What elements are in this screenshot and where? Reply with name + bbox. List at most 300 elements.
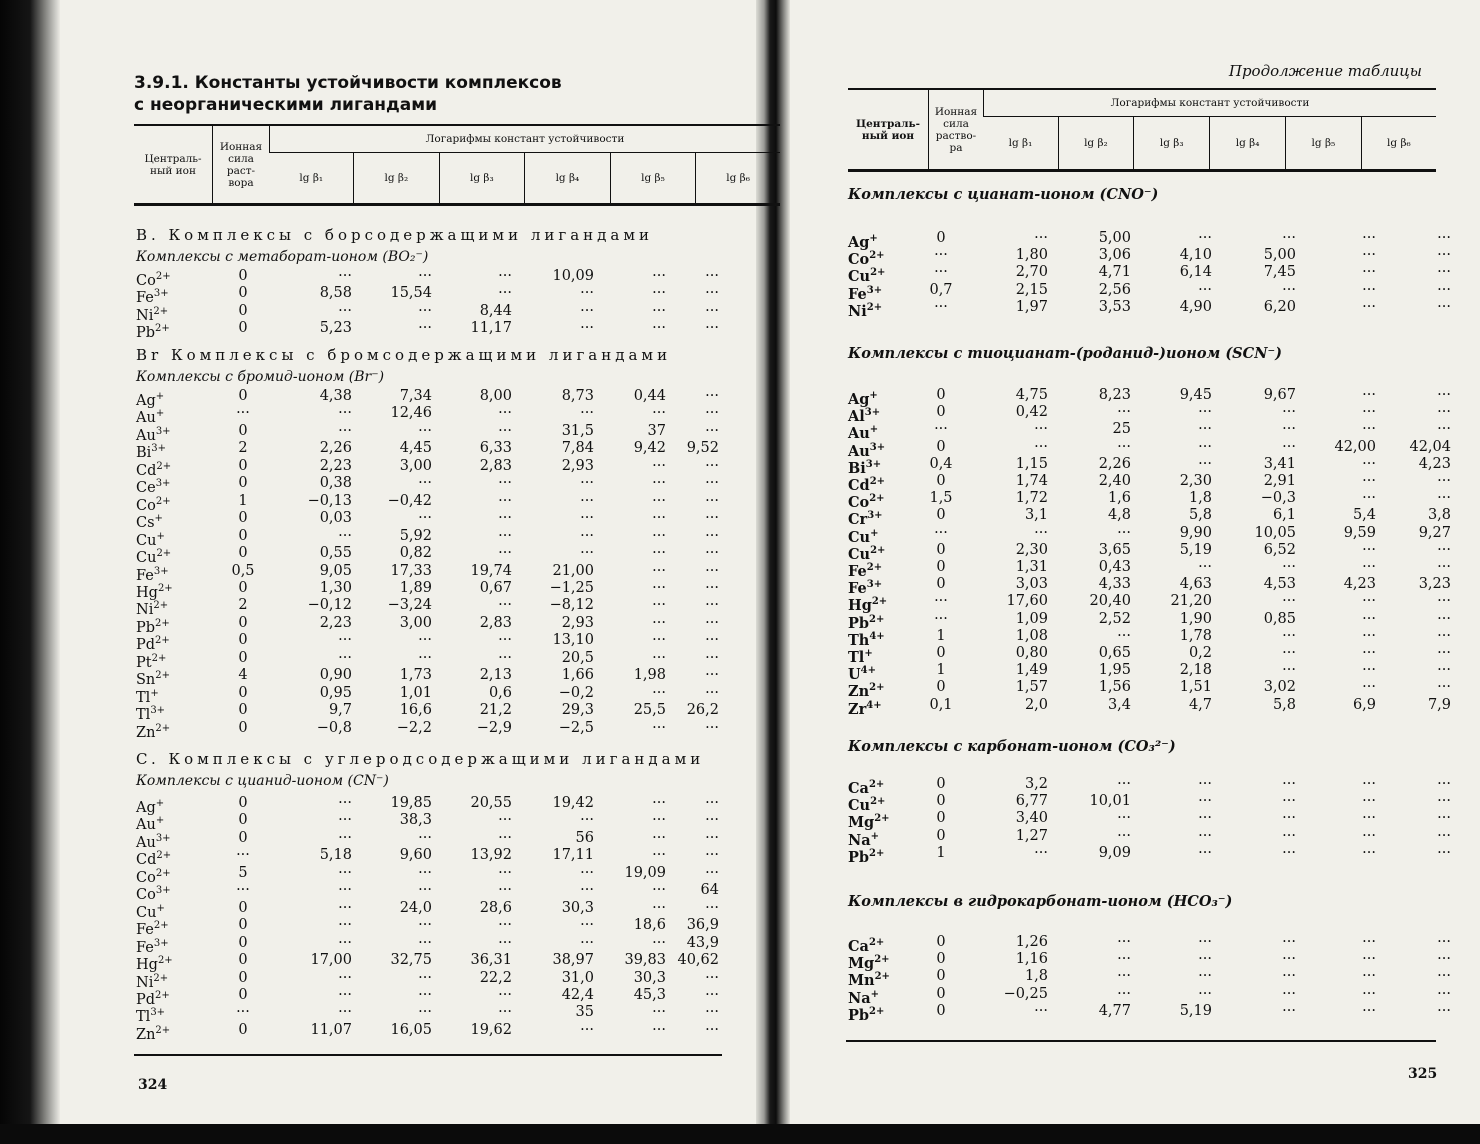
lg-b5-cell: 9,59 xyxy=(1343,524,1376,541)
lg-b3-cell: ··· xyxy=(1198,985,1212,1002)
table-row xyxy=(136,388,776,409)
lg-b1-cell: 1,16 xyxy=(1015,951,1048,968)
lg-b2-cell: 2,56 xyxy=(1098,281,1131,298)
ionic-strength-cell: 0 xyxy=(238,1021,248,1038)
lg-b3-cell: 1,78 xyxy=(1179,627,1212,644)
lg-b1-cell: ··· xyxy=(338,795,352,811)
ion-charge: 3+ xyxy=(865,458,882,470)
lg-b6-cell: ··· xyxy=(705,969,719,986)
lg-b6-cell: ··· xyxy=(1437,610,1451,627)
table-row xyxy=(848,662,1480,684)
lg-b5-cell: ··· xyxy=(1362,281,1376,298)
ion-element: Co xyxy=(136,887,156,904)
lg-b6-cell: ··· xyxy=(1437,541,1451,558)
lg-b6-cell: ··· xyxy=(705,986,719,1003)
lg-b4-cell: ··· xyxy=(1282,810,1296,827)
lg-b2-cell: 32,75 xyxy=(390,952,432,969)
lg-b1-cell: ··· xyxy=(1034,524,1048,541)
table-row xyxy=(136,684,776,706)
lg-b3-cell: 2,83 xyxy=(479,614,512,631)
lg-b2-cell: ··· xyxy=(1117,985,1131,1002)
ion-element: Zn xyxy=(136,1026,156,1043)
ionic-strength-cell: 0 xyxy=(238,917,248,934)
ion-charge: 2+ xyxy=(869,493,885,505)
lg-b2-cell: 4,71 xyxy=(1098,264,1131,281)
lg-b6-cell: ··· xyxy=(705,614,719,631)
lg-b5-cell: ··· xyxy=(1362,593,1376,610)
lg-b5-cell: ··· xyxy=(1362,827,1376,844)
table-row xyxy=(848,473,1480,494)
lg-b5-cell: ··· xyxy=(1362,934,1376,950)
ionic-strength-cell: ··· xyxy=(236,1004,250,1021)
lg-b3-cell: ··· xyxy=(1198,968,1212,985)
table-row xyxy=(848,404,1480,426)
lg-b2-cell: 20,40 xyxy=(1089,593,1131,610)
lg-b2-cell: ··· xyxy=(418,934,432,951)
lg-b1-cell: 0,03 xyxy=(319,510,352,527)
lg-b2-cell: ··· xyxy=(418,649,432,666)
lg-b3-cell: ··· xyxy=(498,812,512,829)
lg-b3-cell: 2,13 xyxy=(479,667,512,684)
table-row xyxy=(848,490,1480,512)
ionic-strength-cell: 1,5 xyxy=(929,490,953,507)
lg-b6-cell: ··· xyxy=(705,812,719,829)
table-row xyxy=(136,986,776,1008)
lg-b2-cell: ··· xyxy=(418,268,432,284)
ion-charge: 3+ xyxy=(869,441,886,453)
lg-b4-cell: ··· xyxy=(1282,230,1296,246)
lg-b2-cell: 3,65 xyxy=(1098,541,1131,558)
lg-b4-cell: 38,97 xyxy=(552,952,594,969)
central-ion-cell xyxy=(848,697,882,718)
table-row xyxy=(848,247,1480,269)
lg-b5-cell: ··· xyxy=(1362,776,1376,792)
lg-b6-cell: ··· xyxy=(705,388,719,404)
ion-element: Pb xyxy=(848,848,870,866)
ionic-strength-cell: ··· xyxy=(934,524,948,541)
ion-charge: 2+ xyxy=(155,670,171,682)
ion-element: Ca xyxy=(848,937,869,955)
table-row xyxy=(136,829,776,851)
lg-b4-cell: ··· xyxy=(580,545,594,562)
lg-b2-cell: −0,42 xyxy=(387,492,432,509)
lg-b2-cell: ··· xyxy=(418,475,432,492)
ion-element: Cu xyxy=(136,549,157,566)
lg-b4-cell: 20,5 xyxy=(561,649,594,666)
lg-b1-cell: ··· xyxy=(1034,421,1048,438)
lg-b1-cell: 1,15 xyxy=(1015,455,1048,472)
lg-b5-cell: ··· xyxy=(1362,264,1376,281)
lg-b1-cell: ··· xyxy=(338,899,352,916)
lg-b3-cell: ··· xyxy=(498,829,512,846)
table-row xyxy=(136,899,776,921)
ionic-strength-cell: 0 xyxy=(238,934,248,951)
lg-b6-cell: ··· xyxy=(705,527,719,544)
lg-b3-cell: 4,10 xyxy=(1179,247,1212,264)
ionic-strength-cell: ··· xyxy=(934,264,948,281)
ionic-strength-cell: ··· xyxy=(934,298,948,315)
ion-charge: 2+ xyxy=(871,596,888,608)
ionic-strength-cell: 0,7 xyxy=(929,281,953,298)
lg-b2-cell: 1,95 xyxy=(1098,662,1131,679)
lg-b3-cell: 2,18 xyxy=(1179,662,1212,679)
table-row xyxy=(136,405,776,427)
ionic-strength-cell: 0 xyxy=(238,422,248,439)
lg-b2-cell: 12,46 xyxy=(390,405,432,422)
lg-b5-cell: ··· xyxy=(652,899,666,916)
lg-b4-cell: ··· xyxy=(1282,281,1296,298)
lg-b6-cell: ··· xyxy=(1437,473,1451,489)
lg-b5-cell: ··· xyxy=(1362,610,1376,627)
lg-b6-cell: ··· xyxy=(705,475,719,492)
lg-b6-cell: ··· xyxy=(705,1021,719,1038)
central-ion-cell xyxy=(136,1022,170,1044)
lg-b4-cell: ··· xyxy=(580,1021,594,1038)
lg-b1-cell: 1,72 xyxy=(1015,490,1048,507)
lg-b5-cell: ··· xyxy=(652,795,666,811)
table-row xyxy=(848,810,1480,832)
header-col: lg β₅ xyxy=(610,153,696,205)
lg-b4-cell: 19,42 xyxy=(552,795,594,811)
lg-b5-cell: ··· xyxy=(652,649,666,666)
lg-b5-cell: ··· xyxy=(1362,455,1376,472)
lg-b5-cell: ··· xyxy=(652,510,666,527)
lg-b2-cell: 24,0 xyxy=(399,899,432,916)
lg-b5-cell: 4,23 xyxy=(1343,576,1376,593)
lg-b4-cell: 9,67 xyxy=(1263,387,1296,403)
lg-b3-cell: ··· xyxy=(1198,776,1212,792)
lg-b5-cell: 5,4 xyxy=(1352,507,1376,524)
lg-b5-cell: ··· xyxy=(652,302,666,319)
lg-b3-cell: 21,2 xyxy=(479,702,512,719)
ionic-strength-cell: 0 xyxy=(238,899,248,916)
central-ion-cell xyxy=(136,720,170,742)
lg-b2-cell: ··· xyxy=(418,882,432,899)
header-col: lg β₁ xyxy=(299,172,324,184)
lg-b4-cell: 29,3 xyxy=(561,702,594,719)
ionic-strength-cell: ··· xyxy=(236,405,250,422)
group-heading: B. Комплексы с борсодержащими лигандами xyxy=(136,226,654,244)
ionic-strength-cell: 0 xyxy=(238,702,248,719)
lg-b4-cell: 17,11 xyxy=(552,847,594,864)
lg-b2-cell: ··· xyxy=(1117,627,1131,644)
ion-element: Cd xyxy=(136,462,157,479)
section-title xyxy=(134,72,562,116)
lg-b3-cell: ··· xyxy=(1198,404,1212,421)
lg-b5-cell: 25,5 xyxy=(633,702,666,719)
ion-charge: 2+ xyxy=(153,972,169,984)
lg-b5-cell: ··· xyxy=(1362,473,1376,489)
ion-element: Cu xyxy=(136,532,157,549)
table-row xyxy=(136,510,776,531)
lg-b4-cell: ··· xyxy=(580,302,594,319)
lg-b6-cell: ··· xyxy=(705,422,719,439)
lg-b6-cell: ··· xyxy=(1437,247,1451,264)
header-col: lg β₂ xyxy=(354,153,440,205)
lg-b1-cell: 5,23 xyxy=(319,320,352,337)
table-row xyxy=(848,298,1480,320)
lg-b5-cell: ··· xyxy=(652,1021,666,1038)
ion-charge: + xyxy=(150,687,159,699)
lg-b1-cell: −0,12 xyxy=(307,597,352,614)
lg-b1-cell: ··· xyxy=(338,302,352,319)
table-row xyxy=(136,579,776,601)
lg-b6-cell: ··· xyxy=(705,492,719,509)
table-row xyxy=(848,230,1480,251)
lg-b1-cell: ··· xyxy=(1034,844,1048,861)
ion-element: Au xyxy=(136,817,156,834)
lg-b1-cell: 0,55 xyxy=(319,545,352,562)
ion-element: Cr xyxy=(848,511,868,529)
lg-b2-cell: ··· xyxy=(418,829,432,846)
lg-b4-cell: 5,8 xyxy=(1272,696,1296,713)
table-row xyxy=(136,268,776,289)
lg-b4-cell: 6,52 xyxy=(1263,541,1296,558)
header-log-constants: Логарифмы констант устойчивости xyxy=(270,125,781,153)
ion-element: Hg xyxy=(136,584,158,601)
central-ion-cell xyxy=(848,845,884,866)
ion-charge: 2+ xyxy=(155,635,170,647)
lg-b6-cell: ··· xyxy=(1437,264,1451,281)
lg-b3-cell: 5,19 xyxy=(1179,541,1212,558)
lg-b6-cell: ··· xyxy=(705,285,719,302)
lg-b2-cell: 3,06 xyxy=(1098,247,1131,264)
table-row xyxy=(136,952,776,973)
lg-b5-cell: ··· xyxy=(652,829,666,846)
table-row xyxy=(136,527,776,549)
lg-b1-cell: ··· xyxy=(338,969,352,986)
ionic-strength-cell: ··· xyxy=(236,847,250,864)
lg-b2-cell: 9,60 xyxy=(399,847,432,864)
lg-b4-cell: −8,12 xyxy=(549,597,594,614)
lg-b3-cell: ··· xyxy=(1198,793,1212,810)
lg-b2-cell: −3,24 xyxy=(387,597,432,614)
ion-charge: 2+ xyxy=(874,954,890,966)
ion-charge: + xyxy=(155,391,165,402)
lg-b6-cell: ··· xyxy=(1437,968,1451,985)
header-col: lg β₃ xyxy=(1134,117,1210,171)
ion-element: Th xyxy=(848,631,870,649)
ionic-strength-cell: 0 xyxy=(238,812,248,829)
lg-b6-cell: ··· xyxy=(705,649,719,666)
ion-charge: 2+ xyxy=(869,476,886,487)
group-heading: Br Комплексы с бромсодержащими лигандами xyxy=(136,346,672,364)
lg-b6-cell: ··· xyxy=(705,405,719,422)
lg-b1-cell: 0,95 xyxy=(319,684,352,701)
table-row xyxy=(848,844,1480,866)
ion-charge: + xyxy=(155,798,165,809)
table-row xyxy=(848,455,1480,477)
lg-b2-cell: 25 xyxy=(1112,421,1131,438)
table-row xyxy=(136,1021,776,1043)
lg-b4-cell: −0,3 xyxy=(1260,490,1296,507)
group-heading: C. Комплексы с углеродсодержащими лигандами xyxy=(136,750,705,768)
lg-b1-cell: ··· xyxy=(338,405,352,422)
lg-b3-cell: 2,83 xyxy=(479,457,512,474)
ionic-strength-cell: 0 xyxy=(936,507,946,524)
subgroup-heading: Комплексы с тиоцианат-(роданид-)ионом (SCN⁻) xyxy=(848,345,1282,362)
lg-b4-cell: ··· xyxy=(1282,645,1296,661)
ionic-strength-cell: 0 xyxy=(936,1002,946,1019)
ion-element: Ag xyxy=(136,392,156,409)
ionic-strength-cell: 0,4 xyxy=(929,455,953,472)
lg-b4-cell: 8,73 xyxy=(561,388,594,404)
lg-b5-cell: ··· xyxy=(652,1004,666,1021)
table-row xyxy=(848,593,1480,615)
table-row xyxy=(848,610,1480,632)
ion-element: Ni xyxy=(136,974,154,991)
lg-b2-cell: 0,43 xyxy=(1098,559,1131,575)
lg-b3-cell: 9,90 xyxy=(1179,524,1212,541)
lg-b3-cell: 0,67 xyxy=(479,579,512,596)
ion-charge: 3+ xyxy=(155,478,171,490)
lg-b4-cell: ··· xyxy=(580,882,594,899)
lg-b5-cell: ··· xyxy=(1362,559,1376,575)
ion-charge: + xyxy=(155,408,165,420)
lg-b4-cell: ··· xyxy=(580,527,594,544)
lg-b2-cell: 16,05 xyxy=(390,1021,432,1038)
ion-element: Pb xyxy=(136,325,156,342)
lg-b1-cell: 4,38 xyxy=(319,388,352,404)
ion-element: Au xyxy=(136,834,156,851)
lg-b2-cell: ··· xyxy=(1117,934,1131,950)
lg-b1-cell: ··· xyxy=(338,829,352,846)
lg-b5-cell: 19,09 xyxy=(624,864,666,881)
lg-b6-cell: ··· xyxy=(705,1004,719,1021)
ion-element: Fe xyxy=(136,290,154,307)
ionic-strength-cell: 0,1 xyxy=(929,696,953,713)
lg-b6-cell: ··· xyxy=(705,899,719,916)
lg-b1-cell: ··· xyxy=(338,632,352,649)
ion-element: Cu xyxy=(848,268,871,286)
ionic-strength-cell: 0 xyxy=(936,968,946,985)
lg-b4-cell: ··· xyxy=(580,475,594,492)
ionic-strength-cell: 5 xyxy=(238,864,248,881)
lg-b1-cell: ··· xyxy=(338,882,352,899)
lg-b1-cell: ··· xyxy=(338,986,352,1003)
lg-b2-cell: 1,89 xyxy=(399,579,432,596)
lg-b4-cell: 56 xyxy=(575,829,594,846)
lg-b5-cell: ··· xyxy=(652,597,666,614)
page-bottom-rule xyxy=(134,1054,722,1056)
ion-charge: 2+ xyxy=(866,562,883,573)
lg-b2-cell: 1,56 xyxy=(1098,679,1131,696)
lg-b6-cell: ··· xyxy=(705,684,719,701)
ion-charge: 2+ xyxy=(155,271,171,282)
ion-charge: 2+ xyxy=(868,779,885,790)
table-row xyxy=(136,562,776,584)
lg-b6-cell: ··· xyxy=(1437,951,1451,968)
lg-b5-cell: ··· xyxy=(652,719,666,736)
header-col: lg β₄ xyxy=(525,153,611,205)
continuation-caption: Продолжение таблицы xyxy=(1228,62,1422,80)
table-row xyxy=(136,597,776,619)
ion-charge: + xyxy=(869,233,878,244)
lg-b5-cell: ··· xyxy=(1362,968,1376,985)
lg-b1-cell: 9,7 xyxy=(328,702,352,719)
lg-b2-cell: 4,33 xyxy=(1098,576,1131,593)
ion-element: Pd xyxy=(136,637,156,654)
table-row xyxy=(136,475,776,497)
lg-b4-cell: ··· xyxy=(580,934,594,951)
ion-charge: 2+ xyxy=(869,682,885,694)
lg-b4-cell: −2,5 xyxy=(558,719,594,736)
ion-charge: 2+ xyxy=(155,1024,171,1036)
ion-element: Zn xyxy=(848,683,870,701)
lg-b5-cell: ··· xyxy=(652,545,666,562)
lg-b1-cell: 1,49 xyxy=(1015,662,1048,679)
lg-b1-cell: 0,42 xyxy=(1015,404,1048,421)
ion-element: Sn xyxy=(136,672,156,689)
ion-charge: 2+ xyxy=(870,267,886,279)
lg-b6-cell: 9,52 xyxy=(686,440,719,457)
lg-b2-cell: ··· xyxy=(1117,524,1131,541)
lg-b1-cell: ··· xyxy=(1034,230,1048,246)
lg-b2-cell: ··· xyxy=(1117,951,1131,968)
lg-b1-cell: −0,13 xyxy=(307,492,352,509)
lg-b2-cell: ··· xyxy=(418,302,432,319)
lg-b1-cell: 2,23 xyxy=(319,614,352,631)
lg-b6-cell: ··· xyxy=(1437,844,1451,861)
ion-element: Ag xyxy=(136,799,156,816)
lg-b4-cell: 13,10 xyxy=(552,632,594,649)
ion-charge: 3+ xyxy=(155,885,171,897)
lg-b6-cell: 3,23 xyxy=(1418,576,1451,593)
ion-element: Fe xyxy=(136,939,154,956)
ion-charge: + xyxy=(869,390,878,401)
lg-b6-cell: 3,8 xyxy=(1427,507,1451,524)
lg-b2-cell: 0,82 xyxy=(399,545,432,562)
ion-element: Tl xyxy=(136,1009,151,1026)
ionic-strength-cell: 0 xyxy=(238,632,248,649)
ionic-strength-cell: 0 xyxy=(936,387,946,403)
lg-b5-cell: ··· xyxy=(1362,298,1376,315)
ion-element: Cu xyxy=(848,528,871,546)
section-title-line: с неорганическими лигандами xyxy=(134,95,438,115)
lg-b4-cell: ··· xyxy=(1282,662,1296,679)
table-row xyxy=(848,985,1480,1007)
lg-b6-cell: ··· xyxy=(1437,421,1451,438)
lg-b6-cell: ··· xyxy=(705,302,719,319)
lg-b5-cell: ··· xyxy=(652,684,666,701)
lg-b3-cell: 19,74 xyxy=(470,562,512,579)
lg-b5-cell: 1,98 xyxy=(633,667,666,684)
lg-b2-cell: 5,00 xyxy=(1098,230,1131,246)
header-col: lg β₄ xyxy=(1210,117,1286,171)
lg-b3-cell: ··· xyxy=(498,632,512,649)
lg-b4-cell: ··· xyxy=(1282,951,1296,968)
table-row xyxy=(136,917,776,938)
lg-b1-cell: 1,30 xyxy=(319,579,352,596)
ion-element: Tl xyxy=(848,648,865,666)
lg-b5-cell: ··· xyxy=(652,614,666,631)
lg-b2-cell: 4,8 xyxy=(1107,507,1131,524)
lg-b6-cell: ··· xyxy=(1437,776,1451,792)
lg-b5-cell: ··· xyxy=(1362,662,1376,679)
lg-b1-cell: 3,40 xyxy=(1015,810,1048,827)
lg-b3-cell: ··· xyxy=(498,475,512,492)
table-row xyxy=(136,285,776,307)
table-row xyxy=(848,951,1480,973)
ionic-strength-cell: 0 xyxy=(238,302,248,319)
ionic-strength-cell: 0 xyxy=(238,388,248,404)
ion-charge: 3+ xyxy=(864,407,881,419)
ion-element: Fe xyxy=(848,285,867,303)
lg-b5-cell: 42,00 xyxy=(1334,438,1376,455)
lg-b3-cell: 6,33 xyxy=(479,440,512,457)
ionic-strength-cell: 0 xyxy=(936,541,946,558)
lg-b5-cell: ··· xyxy=(652,492,666,509)
